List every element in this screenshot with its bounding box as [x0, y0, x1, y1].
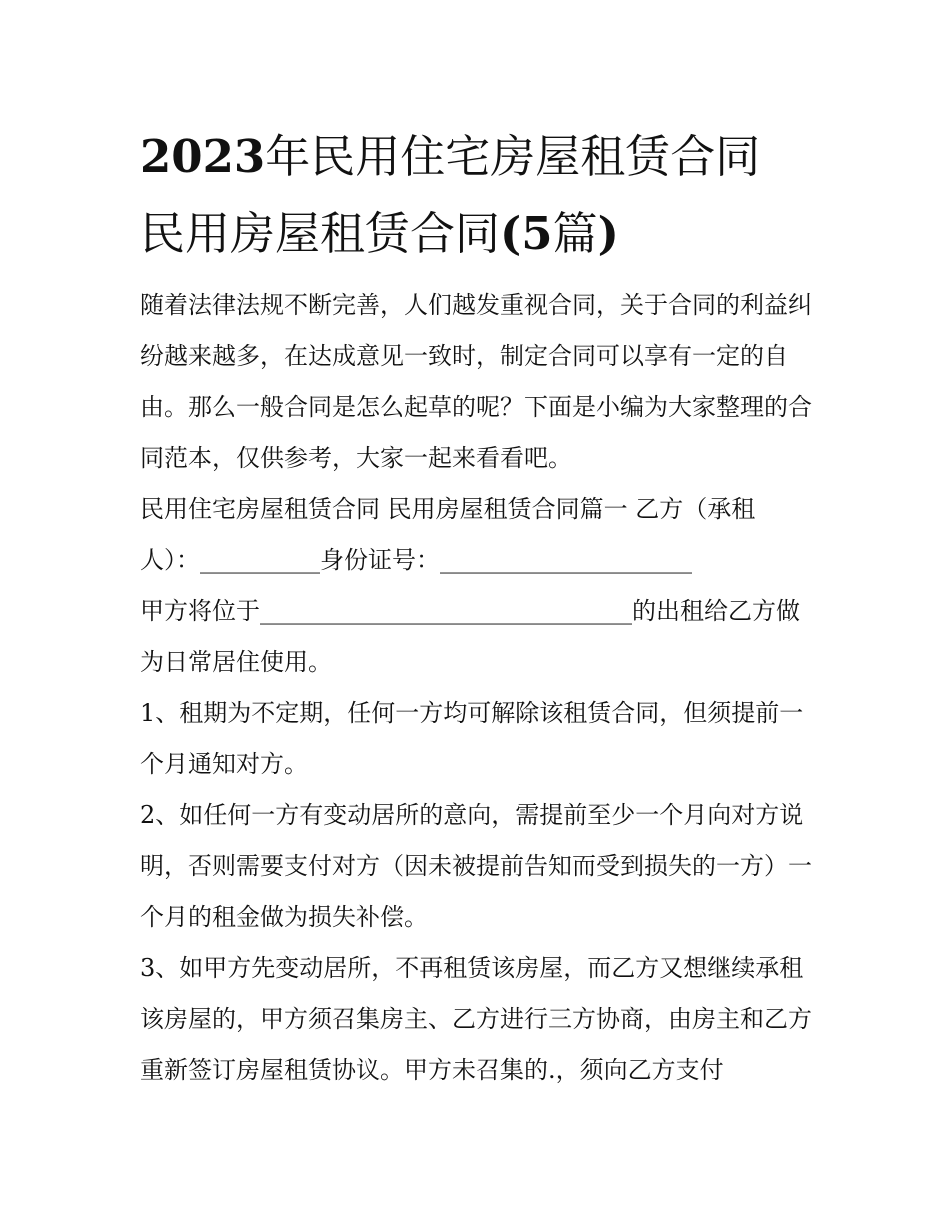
title-count-open: (5: [500, 207, 553, 260]
title-line-2-text: 民用房屋租赁合同: [140, 207, 501, 260]
title-year: 2023: [140, 130, 266, 183]
parties-paragraph: 民用住宅房屋租赁合同 民用房屋租赁合同篇一 乙方（承租人）：__________身份证号：_____________________: [140, 495, 756, 574]
clause-3: 3、如甲方先变动居所，不再租赁该房屋，而乙方又想继续承租该房屋的，甲方须召集房主、乙方进行三方协商，由房主和乙方重新签订房屋租赁协议。甲方未召集的.，须向乙方支付: [140, 954, 812, 1084]
clause-2: 2、如任何一方有变动居所的意向，需提前至少一个月向对方说明，否则需要支付对方（因未被提前告知而受到损失的一方）一个月的租金做为损失补偿。: [140, 801, 812, 931]
document-body: [140, 280, 815, 1096]
title-line-2: [140, 195, 815, 272]
intro-paragraph: 随着法律法规不断完善，人们越发重视合同，关于合同的利益纠纷越来越多，在达成意见一致时，制定合同可以享有一定的自由。那么一般合同是怎么起草的呢？下面是小编为大家整理的合同范本，仅供参考，大家一起来看看吧。: [140, 291, 812, 472]
title-line-1: [140, 118, 815, 195]
title-line-1-text: 年民用住宅房屋租赁合同: [265, 130, 761, 183]
title-count-close: ): [597, 207, 619, 260]
clause-1: 1、租期为不定期，任何一方均可解除该租赁合同，但须提前一个月通知对方。: [140, 699, 804, 778]
title-count-unit: 篇: [552, 207, 598, 260]
premises-paragraph: 甲方将位于_______________________________的出租给乙方做为日常居住使用。: [140, 597, 800, 676]
document-title: [140, 118, 815, 272]
document-page: [140, 118, 815, 1096]
